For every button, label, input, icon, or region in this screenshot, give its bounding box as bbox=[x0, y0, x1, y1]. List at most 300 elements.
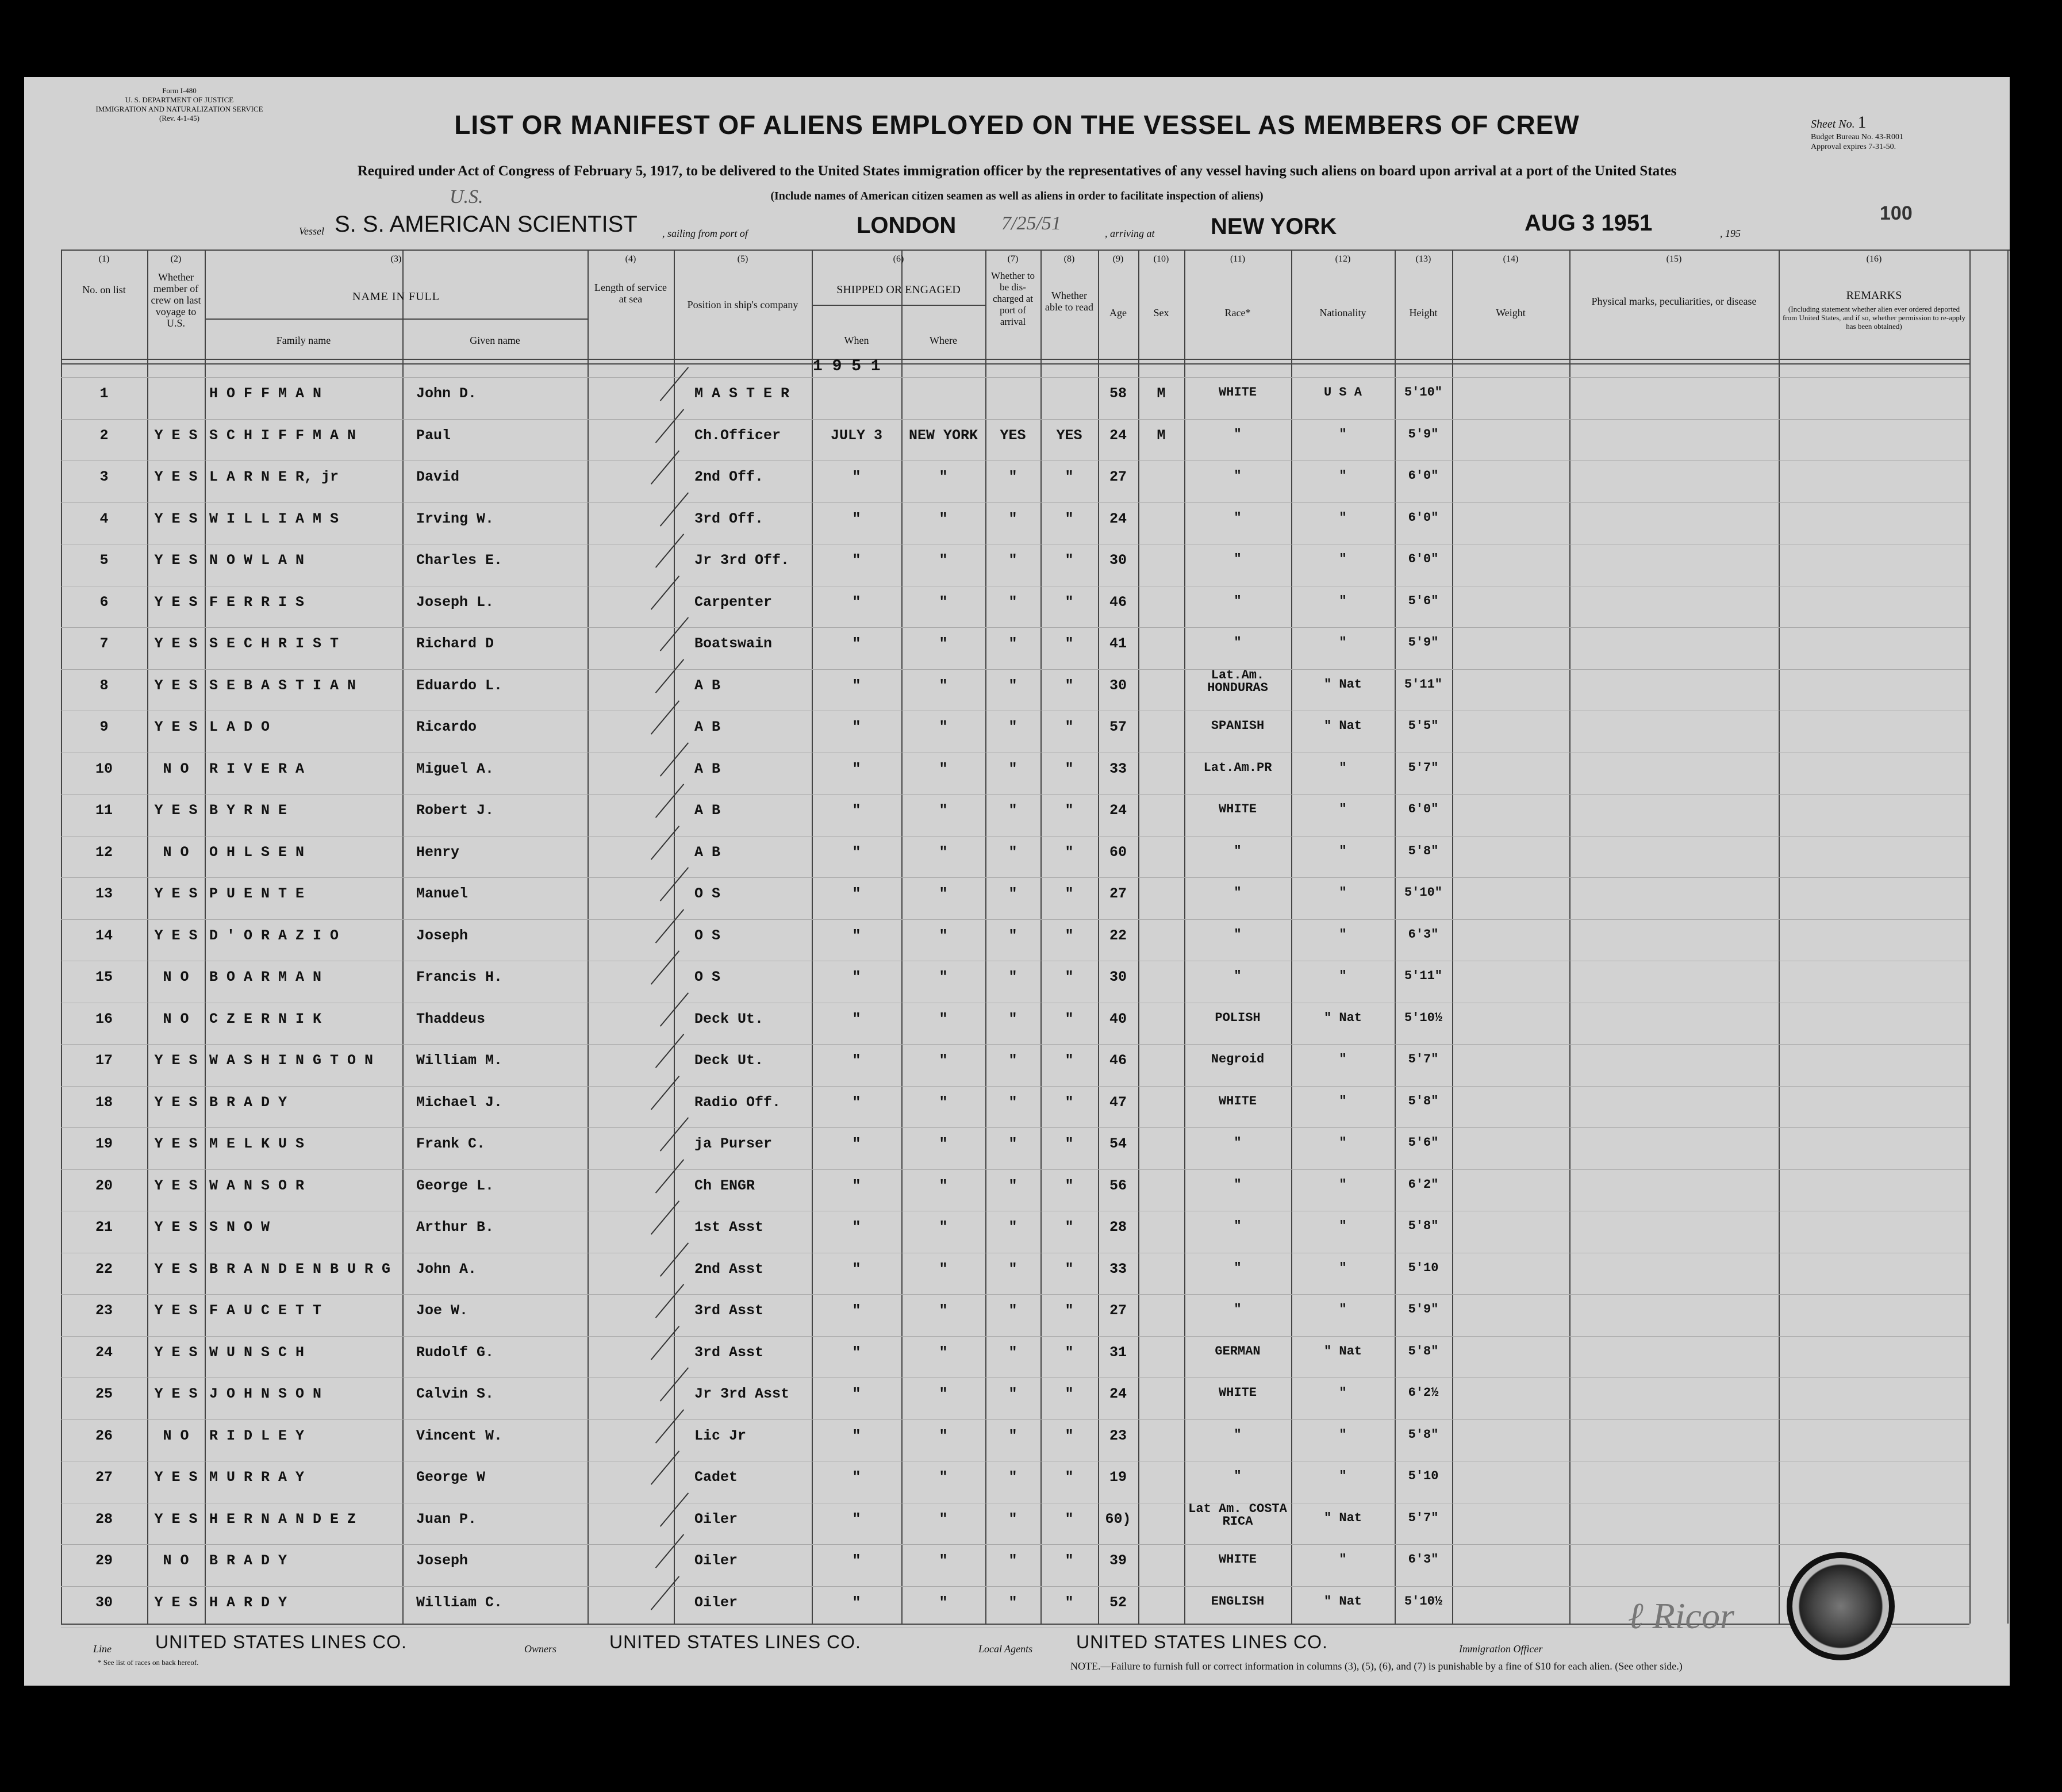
race-cell: " bbox=[1234, 969, 1242, 983]
nationality-cell: " bbox=[1339, 635, 1347, 650]
read-cell: " bbox=[1065, 1135, 1074, 1152]
family-name-cell: H A R D Y bbox=[209, 1594, 287, 1611]
where-cell: " bbox=[939, 677, 948, 694]
height-cell: 6'3" bbox=[1408, 927, 1439, 942]
age-cell: 39 bbox=[1109, 1552, 1127, 1569]
race-cell: WHITE bbox=[1218, 385, 1257, 400]
read-cell: " bbox=[1065, 802, 1074, 819]
header-name: NAME IN FULL bbox=[352, 290, 440, 303]
read-cell: " bbox=[1065, 1510, 1074, 1528]
header-family: Family name bbox=[276, 335, 331, 346]
row-rule bbox=[61, 1544, 1969, 1545]
family-name-cell: O H L S E N bbox=[209, 843, 305, 861]
check-mark-icon bbox=[651, 1576, 679, 1610]
check-mark-icon bbox=[651, 826, 679, 860]
check-mark-icon bbox=[651, 575, 679, 610]
position-cell: Radio Off. bbox=[694, 1093, 781, 1111]
year-mark: 1 9 5 1 bbox=[813, 358, 881, 375]
given-name-cell: George W bbox=[416, 1469, 486, 1486]
row-number: 30 bbox=[95, 1594, 113, 1611]
height-cell: 6'0" bbox=[1408, 802, 1439, 816]
where-cell: " bbox=[939, 760, 948, 777]
age-cell: 24 bbox=[1109, 1386, 1127, 1402]
age-cell: 30 bbox=[1109, 969, 1127, 985]
given-name-cell: Francis H. bbox=[416, 969, 503, 985]
age-cell: 30 bbox=[1109, 552, 1127, 569]
age-cell: 60) bbox=[1105, 1510, 1131, 1528]
read-cell: " bbox=[1065, 843, 1074, 861]
agents-label: Local Agents bbox=[978, 1643, 1033, 1655]
where-cell: " bbox=[939, 885, 948, 902]
member-cell: Y E S bbox=[154, 1469, 198, 1486]
official-seal-icon bbox=[1787, 1552, 1895, 1660]
when-cell: " bbox=[852, 1552, 861, 1569]
given-name-cell: Robert J. bbox=[416, 802, 494, 819]
officer-signature-icon: ℓ Ricor bbox=[1628, 1595, 1734, 1636]
row-number: 9 bbox=[99, 719, 109, 735]
position-cell: Deck Ut. bbox=[694, 1010, 764, 1027]
nationality-cell: " bbox=[1339, 1177, 1347, 1192]
check-mark-icon bbox=[655, 1284, 684, 1318]
read-cell: " bbox=[1065, 635, 1074, 652]
height-cell: 6'2" bbox=[1408, 1177, 1439, 1192]
position-cell: 1st Asst bbox=[694, 1219, 764, 1235]
family-name-cell: L A D O bbox=[209, 719, 270, 735]
position-cell: Carpenter bbox=[694, 593, 773, 611]
age-cell: 58 bbox=[1109, 385, 1127, 402]
position-cell: Boatswain bbox=[694, 635, 773, 652]
family-name-cell: F A U C E T T bbox=[209, 1302, 322, 1319]
check-mark-icon bbox=[655, 409, 684, 443]
row-rule bbox=[61, 377, 1969, 378]
age-cell: 33 bbox=[1109, 1260, 1127, 1277]
discharged-cell: " bbox=[1008, 719, 1017, 735]
discharged-cell: " bbox=[1008, 677, 1017, 694]
row-rule bbox=[61, 1169, 1969, 1170]
agents-value: UNITED STATES LINES CO. bbox=[1076, 1632, 1328, 1652]
arrival-date: AUG 3 1951 bbox=[1525, 210, 1653, 236]
check-mark-icon bbox=[651, 450, 679, 485]
given-name-cell: Vincent W. bbox=[416, 1427, 503, 1444]
shipped-subheader-rule bbox=[812, 305, 985, 306]
family-name-cell: C Z E R N I K bbox=[209, 1010, 322, 1027]
where-cell: " bbox=[939, 1386, 948, 1402]
where-cell: " bbox=[939, 719, 948, 735]
age-cell: 56 bbox=[1109, 1177, 1127, 1194]
nationality-cell: " Nat bbox=[1323, 719, 1362, 733]
nationality-cell: " bbox=[1339, 760, 1347, 775]
penalty-note: NOTE.—Failure to furnish full or correct information in columns (3), (5), (6), and (7) is punishable by a fine of $10 for each alien. (See other side.) bbox=[1070, 1660, 1683, 1672]
row-number: 14 bbox=[95, 927, 113, 944]
port-to: NEW YORK bbox=[1211, 214, 1337, 239]
age-cell: 30 bbox=[1109, 677, 1127, 694]
height-cell: 5'9" bbox=[1408, 427, 1439, 442]
discharged-cell: " bbox=[1008, 469, 1017, 485]
line-value: UNITED STATES LINES CO. bbox=[155, 1632, 407, 1652]
where-cell: " bbox=[939, 593, 948, 611]
read-cell: " bbox=[1065, 1093, 1074, 1111]
race-cell: WHITE bbox=[1218, 1552, 1257, 1567]
family-name-cell: M U R R A Y bbox=[209, 1469, 305, 1486]
check-mark-icon bbox=[655, 659, 684, 693]
read-cell: YES bbox=[1056, 427, 1082, 444]
check-mark-icon bbox=[655, 784, 684, 818]
column-number: (9) bbox=[1112, 254, 1124, 264]
discharged-cell: " bbox=[1008, 1510, 1017, 1528]
member-cell: Y E S bbox=[154, 1219, 198, 1235]
when-cell: " bbox=[852, 1135, 861, 1152]
header-age: Age bbox=[1109, 307, 1127, 319]
read-cell: " bbox=[1065, 1010, 1074, 1027]
member-cell: N O bbox=[163, 1427, 189, 1444]
discharged-cell: " bbox=[1008, 1093, 1017, 1111]
row-number: 2 bbox=[99, 427, 109, 444]
nationality-cell: " bbox=[1339, 1052, 1347, 1066]
family-name-cell: W A S H I N G T O N bbox=[209, 1052, 374, 1069]
height-cell: 5'9" bbox=[1408, 635, 1439, 650]
check-mark-icon bbox=[651, 1326, 679, 1360]
family-name-cell: M E L K U S bbox=[209, 1135, 305, 1152]
column-rule bbox=[1138, 250, 1139, 1624]
read-cell: " bbox=[1065, 1260, 1074, 1277]
given-name-cell: David bbox=[416, 469, 460, 485]
budget-line: Budget Bureau No. 43-R001 bbox=[1811, 133, 1903, 141]
given-name-cell: Joseph bbox=[416, 927, 469, 944]
height-cell: 5'8" bbox=[1408, 843, 1439, 858]
where-cell: " bbox=[939, 1594, 948, 1611]
when-cell: " bbox=[852, 1344, 861, 1361]
header-position: Position in ship's company bbox=[687, 299, 798, 310]
header-sex: Sex bbox=[1153, 307, 1169, 319]
member-cell: Y E S bbox=[154, 1052, 198, 1069]
header-remarks: REMARKS bbox=[1846, 289, 1902, 302]
position-cell: ja Purser bbox=[694, 1135, 773, 1152]
member-cell: Y E S bbox=[154, 885, 198, 902]
discharged-cell: " bbox=[1008, 1552, 1017, 1569]
position-cell: O S bbox=[694, 927, 721, 944]
nationality-cell: " bbox=[1339, 885, 1347, 900]
discharged-cell: " bbox=[1008, 969, 1017, 985]
member-cell: Y E S bbox=[154, 1594, 198, 1611]
where-cell: " bbox=[939, 1052, 948, 1069]
position-cell: Oiler bbox=[694, 1552, 738, 1569]
height-cell: 5'11" bbox=[1404, 677, 1442, 692]
where-cell: " bbox=[939, 469, 948, 485]
row-number: 22 bbox=[95, 1260, 113, 1277]
read-cell: " bbox=[1065, 1177, 1074, 1194]
given-name-cell: Michael J. bbox=[416, 1093, 503, 1111]
row-number: 16 bbox=[95, 1010, 113, 1027]
read-cell: " bbox=[1065, 1052, 1074, 1069]
row-rule bbox=[61, 919, 1969, 920]
sheet-value: 1 bbox=[1857, 113, 1867, 132]
header-height: Height bbox=[1409, 307, 1438, 319]
read-cell: " bbox=[1065, 552, 1074, 569]
row-number: 8 bbox=[99, 677, 109, 694]
when-cell: " bbox=[852, 510, 861, 527]
age-cell: 60 bbox=[1109, 843, 1127, 861]
row-rule bbox=[61, 1419, 1969, 1420]
race-cell: " bbox=[1234, 1135, 1242, 1150]
race-cell: ENGLISH bbox=[1211, 1594, 1265, 1609]
nationality-cell: " bbox=[1339, 427, 1347, 442]
header-shipped: SHIPPED OR ENGAGED bbox=[836, 283, 961, 296]
header-when: When bbox=[844, 335, 869, 346]
family-name-cell: S E C H R I S T bbox=[209, 635, 339, 652]
height-cell: 5'8" bbox=[1408, 1219, 1439, 1233]
nationality-cell: " bbox=[1339, 1552, 1347, 1567]
row-number: 26 bbox=[95, 1427, 113, 1444]
read-cell: " bbox=[1065, 1344, 1074, 1361]
row-rule bbox=[61, 627, 1969, 628]
member-cell: Y E S bbox=[154, 427, 198, 444]
family-name-cell: W I L L I A M S bbox=[209, 510, 339, 527]
family-name-cell: B R A N D E N B U R G bbox=[209, 1260, 391, 1277]
check-mark-icon bbox=[651, 1200, 679, 1235]
column-number: (13) bbox=[1415, 254, 1431, 264]
read-cell: " bbox=[1065, 677, 1074, 694]
nationality-cell: " Nat bbox=[1323, 1594, 1362, 1609]
form-number: Form I-480 bbox=[162, 86, 197, 95]
age-cell: 24 bbox=[1109, 510, 1127, 527]
budget-expiry: Approval expires 7-31-50. bbox=[1811, 143, 1896, 151]
position-cell: Ch ENGR bbox=[694, 1177, 755, 1194]
when-cell: " bbox=[852, 843, 861, 861]
read-cell: " bbox=[1065, 1219, 1074, 1235]
check-mark-icon bbox=[655, 534, 684, 568]
height-cell: 5'7" bbox=[1408, 1052, 1439, 1066]
height-cell: 5'8" bbox=[1408, 1427, 1439, 1442]
race-cell: " bbox=[1234, 1219, 1242, 1233]
vessel-label: Vessel bbox=[299, 225, 324, 237]
vessel-annotation: U.S. bbox=[450, 186, 483, 208]
race-cell: " bbox=[1234, 1260, 1242, 1275]
family-name-cell: B O A R M A N bbox=[209, 969, 322, 985]
sex-cell: M bbox=[1157, 427, 1166, 444]
discharged-cell: " bbox=[1008, 1135, 1017, 1152]
column-number: (16) bbox=[1866, 254, 1882, 264]
position-cell: M A S T E R bbox=[694, 385, 790, 402]
family-name-cell: B R A D Y bbox=[209, 1093, 287, 1111]
race-cell: " bbox=[1234, 885, 1242, 900]
family-name-cell: H E R N A N D E Z bbox=[209, 1510, 356, 1528]
row-number: 20 bbox=[95, 1177, 113, 1194]
row-number: 10 bbox=[95, 760, 113, 777]
check-mark-icon bbox=[651, 1076, 679, 1110]
race-cell: Lat Am. COSTA RICA bbox=[1188, 1501, 1287, 1529]
column-number: (5) bbox=[737, 254, 748, 264]
row-number: 3 bbox=[99, 469, 109, 485]
discharged-cell: " bbox=[1008, 1344, 1017, 1361]
race-cell: " bbox=[1234, 635, 1242, 650]
row-rule bbox=[61, 877, 1969, 878]
family-name-cell: W A N S O R bbox=[209, 1177, 305, 1194]
row-rule bbox=[61, 669, 1969, 670]
subtitle-note: (Include names of American citizen seamen as well as aliens in order to facilitate inspection of aliens) bbox=[770, 190, 1264, 202]
family-name-cell: S E B A S T I A N bbox=[209, 677, 356, 694]
departure-date-note: 7/25/51 bbox=[1001, 213, 1061, 234]
member-cell: Y E S bbox=[154, 802, 198, 819]
column-number: (2) bbox=[170, 254, 182, 264]
column-rule bbox=[1969, 250, 1971, 1624]
column-number: (3) bbox=[390, 254, 402, 264]
member-cell: Y E S bbox=[154, 927, 198, 944]
position-cell: Oiler bbox=[694, 1510, 738, 1528]
race-cell: " bbox=[1234, 593, 1242, 608]
family-name-cell: P U E N T E bbox=[209, 885, 305, 902]
header-physical: Physical marks, peculiarities, or disease bbox=[1591, 296, 1757, 307]
member-cell: Y E S bbox=[154, 1093, 198, 1111]
discharged-cell: " bbox=[1008, 510, 1017, 527]
nationality-cell: " bbox=[1339, 969, 1347, 983]
member-cell: N O bbox=[163, 969, 189, 985]
row-number: 7 bbox=[99, 635, 109, 652]
revision: (Rev. 4-1-45) bbox=[159, 114, 199, 122]
nationality-cell: " bbox=[1339, 1386, 1347, 1400]
age-cell: 46 bbox=[1109, 1052, 1127, 1069]
position-cell: A B bbox=[694, 802, 721, 819]
race-cell: POLISH bbox=[1215, 1010, 1261, 1025]
age-cell: 24 bbox=[1109, 802, 1127, 819]
where-cell: " bbox=[939, 843, 948, 861]
member-cell: Y E S bbox=[154, 677, 198, 694]
position-cell: O S bbox=[694, 885, 721, 902]
position-cell: 3rd Asst bbox=[694, 1344, 764, 1361]
check-mark-icon bbox=[655, 1534, 684, 1568]
discharged-cell: " bbox=[1008, 760, 1017, 777]
position-cell: O S bbox=[694, 969, 721, 985]
given-name-cell: Joseph bbox=[416, 1552, 469, 1569]
discharged-cell: " bbox=[1008, 593, 1017, 611]
given-name-cell: Richard D bbox=[416, 635, 494, 652]
row-number: 21 bbox=[95, 1219, 113, 1235]
discharged-cell: " bbox=[1008, 1594, 1017, 1611]
family-name-cell: H O F F M A N bbox=[209, 385, 322, 402]
check-mark-icon bbox=[655, 1034, 684, 1068]
discharged-cell: " bbox=[1008, 1177, 1017, 1194]
race-cell: GERMAN bbox=[1215, 1344, 1261, 1359]
where-cell: " bbox=[939, 552, 948, 569]
row-rule bbox=[61, 794, 1969, 795]
age-cell: 27 bbox=[1109, 885, 1127, 902]
position-cell: Lic Jr bbox=[694, 1427, 747, 1444]
given-name-cell: Rudolf G. bbox=[416, 1344, 494, 1361]
nationality-cell: " Nat bbox=[1323, 1010, 1362, 1025]
nationality-cell: " Nat bbox=[1323, 677, 1362, 692]
row-number: 19 bbox=[95, 1135, 113, 1152]
read-cell: " bbox=[1065, 1469, 1074, 1486]
nationality-cell: " bbox=[1339, 469, 1347, 483]
position-cell: Jr 3rd Off. bbox=[694, 552, 790, 569]
check-mark-icon bbox=[655, 909, 684, 943]
where-cell: " bbox=[939, 1093, 948, 1111]
position-cell: A B bbox=[694, 677, 721, 694]
given-name-cell: Irving W. bbox=[416, 510, 494, 527]
races-note: * See list of races on back hereof. bbox=[98, 1658, 199, 1667]
header-bottom-rule-2 bbox=[61, 363, 1969, 364]
row-number: 5 bbox=[99, 552, 109, 569]
age-cell: 27 bbox=[1109, 469, 1127, 485]
row-number: 23 bbox=[95, 1302, 113, 1319]
table-top-rule bbox=[61, 250, 1969, 251]
where-cell: " bbox=[939, 1552, 948, 1569]
given-name-cell: Manuel bbox=[416, 885, 469, 902]
height-cell: 5'6" bbox=[1408, 1135, 1439, 1150]
height-cell: 6'2½ bbox=[1408, 1386, 1439, 1400]
column-number: (8) bbox=[1063, 254, 1075, 264]
member-cell: Y E S bbox=[154, 1510, 198, 1528]
column-rule bbox=[205, 250, 206, 1624]
nationality-cell: " bbox=[1339, 593, 1347, 608]
age-cell: 28 bbox=[1109, 1219, 1127, 1235]
read-cell: " bbox=[1065, 760, 1074, 777]
row-number: 4 bbox=[99, 510, 109, 527]
when-cell: " bbox=[852, 677, 861, 694]
race-cell: WHITE bbox=[1218, 1386, 1257, 1400]
member-cell: Y E S bbox=[154, 1344, 198, 1361]
given-name-cell: Henry bbox=[416, 843, 460, 861]
discharged-cell: " bbox=[1008, 843, 1017, 861]
member-cell: N O bbox=[163, 1552, 189, 1569]
nationality-cell: " bbox=[1339, 1219, 1347, 1233]
height-cell: 5'10 bbox=[1408, 1469, 1439, 1483]
age-cell: 41 bbox=[1109, 635, 1127, 652]
position-cell: Jr 3rd Asst bbox=[694, 1386, 790, 1402]
height-cell: 5'7" bbox=[1408, 760, 1439, 775]
service-name: IMMIGRATION AND NATURALIZATION SERVICE bbox=[95, 105, 263, 113]
age-cell: 46 bbox=[1109, 593, 1127, 611]
member-cell: Y E S bbox=[154, 469, 198, 485]
where-cell: NEW YORK bbox=[908, 427, 978, 444]
discharged-cell: " bbox=[1008, 1427, 1017, 1444]
position-cell: Oiler bbox=[694, 1594, 738, 1611]
race-cell: Negroid bbox=[1211, 1052, 1265, 1066]
row-rule bbox=[61, 1586, 1969, 1587]
discharged-cell: " bbox=[1008, 927, 1017, 944]
read-cell: " bbox=[1065, 1302, 1074, 1319]
when-cell: " bbox=[852, 1010, 861, 1027]
member-cell: Y E S bbox=[154, 1177, 198, 1194]
family-name-cell: F E R R I S bbox=[209, 593, 305, 611]
given-name-cell: William M. bbox=[416, 1052, 503, 1069]
member-cell: Y E S bbox=[154, 1135, 198, 1152]
header-nationality: Nationality bbox=[1319, 307, 1366, 319]
given-name-cell: William C. bbox=[416, 1594, 503, 1611]
where-cell: " bbox=[939, 1010, 948, 1027]
member-cell: Y E S bbox=[154, 593, 198, 611]
where-cell: " bbox=[939, 927, 948, 944]
height-cell: 5'10½ bbox=[1404, 1010, 1442, 1025]
position-cell: Ch.Officer bbox=[694, 427, 781, 444]
race-cell: " bbox=[1234, 1427, 1242, 1442]
height-cell: 6'0" bbox=[1408, 552, 1439, 566]
column-number: (10) bbox=[1153, 254, 1169, 264]
when-cell: " bbox=[852, 1177, 861, 1194]
read-cell: " bbox=[1065, 593, 1074, 611]
officer-label: Immigration Officer bbox=[1459, 1643, 1543, 1655]
when-cell: " bbox=[852, 635, 861, 652]
race-cell: " bbox=[1234, 1302, 1242, 1317]
where-cell: " bbox=[939, 1344, 948, 1361]
header-where: Where bbox=[930, 335, 957, 346]
when-cell: " bbox=[852, 1260, 861, 1277]
position-cell: A B bbox=[694, 719, 721, 735]
where-cell: " bbox=[939, 802, 948, 819]
row-rule bbox=[61, 419, 1969, 420]
family-name-cell: W U N S C H bbox=[209, 1344, 305, 1361]
member-cell: Y E S bbox=[154, 510, 198, 527]
budget-note bbox=[1811, 132, 1903, 152]
